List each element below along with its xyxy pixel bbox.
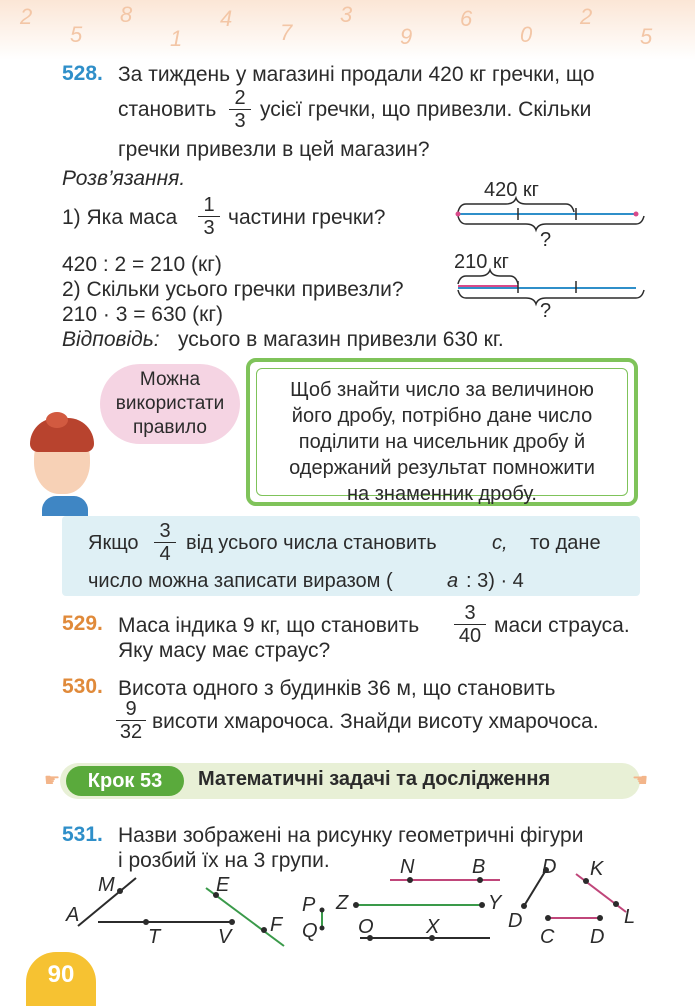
question-2: 2) Скільки усього гречки привезли?	[62, 278, 404, 301]
rule-line2: його дробу, потрібно дане число	[291, 405, 593, 427]
point-label: Y	[488, 892, 502, 914]
calc-2: 210 · 3 = 630 (кг)	[62, 303, 224, 326]
point-label: C	[540, 926, 555, 948]
task-529-line1b: маси страуса.	[494, 614, 630, 637]
segment-diagram-1	[456, 198, 645, 230]
diagram-2-question: ?	[540, 300, 552, 322]
bubble-line3: правило	[133, 417, 207, 438]
info-var-a: а	[447, 570, 459, 592]
point-label: A	[66, 904, 80, 926]
task-530-fraction: 9 32	[114, 698, 148, 743]
task-529-line2: Яку масу має страус?	[118, 639, 331, 662]
point-label: M	[98, 874, 115, 896]
task-531-line1: Назви зображені на рисунку геометричні фігури	[118, 824, 584, 847]
info-var-c: с,	[492, 532, 508, 554]
point-label: L	[624, 906, 636, 928]
point-label: Z	[336, 892, 349, 914]
point-label: K	[590, 858, 604, 880]
point-label: D	[542, 856, 557, 878]
calc-1: 420 : 2 = 210 (кг)	[62, 253, 222, 276]
answer-text: усього в магазин привезли 630 кг.	[178, 328, 504, 351]
info-c: то дане	[530, 532, 601, 554]
info-fraction: 3 4	[152, 520, 178, 565]
task-528-fraction: 2 3	[227, 87, 253, 132]
point-label: Q	[302, 920, 318, 942]
task-529-line1a: Маса індика 9 кг, що становить	[118, 614, 420, 637]
rule-line4: одержаний результат помножити	[289, 457, 595, 479]
hint-bubble	[100, 364, 240, 444]
task-530-number: 530.	[62, 675, 103, 698]
point-label: E	[216, 874, 230, 896]
point-label: N	[400, 856, 415, 878]
point-label: F	[270, 914, 283, 936]
point-label: V	[218, 926, 232, 948]
diagram-1-question: ?	[540, 229, 552, 251]
task-528-number: 528.	[62, 62, 103, 85]
answer-label: Відповідь:	[62, 328, 160, 351]
point-label: D	[508, 910, 523, 932]
info-line2a: число можна записати виразом (	[88, 570, 393, 592]
solution-label: Розв’язання.	[62, 167, 186, 190]
rule-box	[246, 358, 638, 506]
hand-right-icon: ☚	[632, 770, 649, 790]
segment-diagram-2	[458, 270, 644, 304]
page-number: 90	[26, 952, 96, 1006]
task-528-line3: гречки привезли в цей магазин?	[118, 138, 430, 161]
task-528-line2a: становить	[118, 98, 217, 121]
decorative-number-band: 2 5 8 1 4 7 3 9 6 0 2 5	[0, 0, 695, 60]
rule-line1: Щоб знайти число за величиною	[290, 379, 594, 401]
task-530-line2: висоти хмарочоса. Знайди висоту хмарочоса.	[152, 710, 599, 733]
task-531-number: 531.	[62, 823, 103, 846]
task-528-line1: За тиждень у магазині продали 420 кг гречки, що	[118, 63, 595, 86]
task-529-fraction: 3 40	[452, 602, 488, 647]
question-1a: 1) Яка маса	[62, 206, 178, 229]
point-label: D	[590, 926, 605, 948]
question-1b: частини гречки?	[228, 206, 386, 229]
point-label: X	[426, 916, 440, 938]
task-530-line1: Висота одного з будинків 36 м, що становить	[118, 677, 556, 700]
point-label: O	[358, 916, 374, 938]
point-label: T	[148, 926, 161, 948]
point-label: P	[302, 894, 316, 916]
diagram-1-label: 420 кг	[484, 179, 539, 201]
girl-illustration	[22, 418, 102, 514]
step-title: Математичні задачі та дослідження	[198, 768, 551, 790]
rule-line5: на знаменник дробу.	[347, 483, 537, 505]
rule-line3: поділити на чисельник дробу й	[298, 431, 586, 453]
diagram-2-label: 210 кг	[454, 251, 509, 273]
info-line2b: : 3) · 4	[466, 570, 524, 592]
task-528-line2b: усієї гречки, що привезли. Скільки	[260, 98, 592, 121]
task-531-line2: і розбий їх на 3 групи.	[118, 849, 330, 872]
hand-left-icon: ☛	[44, 770, 61, 790]
bubble-line1: Можна	[139, 369, 201, 390]
point-label: B	[472, 856, 486, 878]
question-1-fraction: 1 3	[196, 194, 222, 239]
step-label: Крок 53	[66, 766, 184, 796]
info-b: від усього числа становить	[186, 532, 437, 554]
bubble-line2: використати	[115, 393, 225, 414]
info-a: Якщо	[88, 532, 139, 554]
task-529-number: 529.	[62, 612, 103, 635]
